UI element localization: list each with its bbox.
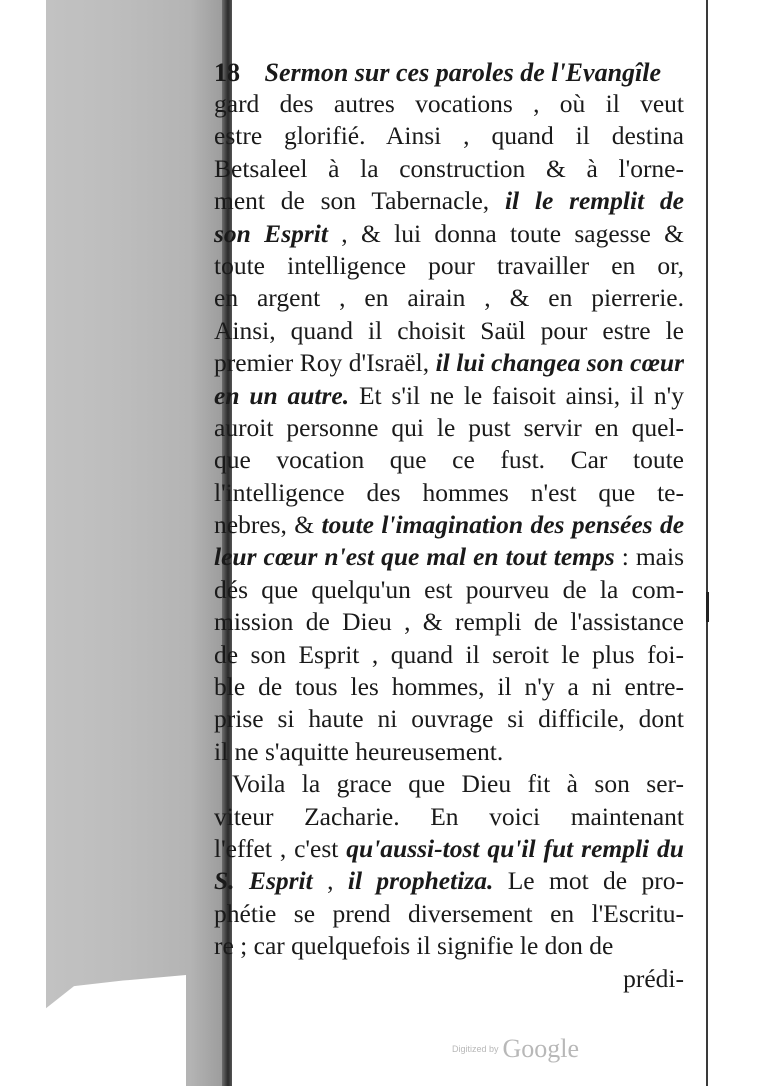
text-segment: nebres, & <box>214 510 322 540</box>
text-line <box>214 703 684 735</box>
text-line <box>214 509 684 541</box>
italic-quote: en un autre. <box>214 380 350 410</box>
text-segment: il ne s'aquitte heureusement. <box>214 736 504 766</box>
italic-quote: il le remplit de <box>504 186 684 216</box>
text-segment: Et s'il ne le faisoit ainsi, il n'y <box>349 380 684 410</box>
text-segment: Le mot de pro- <box>493 866 684 896</box>
text-line <box>214 639 684 671</box>
text-segment: dés que quelqu'un est pourveu de la com- <box>214 574 684 604</box>
text-line <box>214 768 684 800</box>
digitization-watermark <box>452 1034 579 1064</box>
page-right-edge <box>706 0 708 1086</box>
text-segment: Ainsi, quand il choisit Saül pour estre le <box>214 315 684 345</box>
italic-quote: il lui changea son cœur <box>435 348 684 378</box>
text-line <box>214 671 684 703</box>
text-segment: , & lui donna toute sagesse & <box>327 218 684 248</box>
text-line <box>214 574 684 606</box>
google-logo: Google <box>502 1034 580 1063</box>
text-line <box>214 833 684 865</box>
text-segment: ble de tous les hommes, il n'y a ni entre- <box>214 672 684 702</box>
text-segment: gard des autres vocations , où il veut <box>214 89 684 118</box>
page-margin-left <box>0 0 46 1086</box>
italic-quote: toute l'imagination des pensées de <box>321 510 684 540</box>
text-segment: prédi- <box>623 963 684 993</box>
text-segment: auroit personne qui le pust servir en quel- <box>214 412 684 442</box>
text-segment: Betsaleel à la construction & à l'orne- <box>214 153 684 183</box>
text-line <box>214 801 684 833</box>
text-segment: viteur Zacharie. En voici maintenant <box>214 801 684 831</box>
text-segment: re ; car quelquefois il signifie le don de <box>214 931 614 961</box>
text-segment: prise si haute ni ouvrage si difficile, dont <box>214 704 684 734</box>
text-line <box>214 250 684 282</box>
text-segment: l'intelligence des hommes n'est que te- <box>214 477 684 507</box>
text-segment: ment de son Tabernacle, <box>214 186 505 216</box>
text-line <box>214 898 684 930</box>
text-line <box>214 865 684 897</box>
text-segment: l'effet , c'est <box>214 833 347 863</box>
text-line <box>214 541 684 573</box>
text-segment: , <box>312 866 348 896</box>
text-segment: de son Esprit , quand il seroit le plus foi- <box>214 639 684 669</box>
page-number: 18 <box>214 58 240 87</box>
text-segment: Voila la grace que Dieu fit à son ser- <box>232 769 684 799</box>
text-line <box>214 606 684 638</box>
body-text <box>214 88 684 995</box>
text-segment: : mais <box>614 542 684 572</box>
italic-quote: S. Esprit <box>214 866 313 896</box>
italic-quote: qu'aussi-tost qu'il fut rempli du <box>346 833 684 863</box>
text-line <box>214 88 684 120</box>
text-line <box>214 120 684 152</box>
text-segment: que vocation que ce fust. Car toute <box>214 445 684 475</box>
text-line <box>214 930 684 962</box>
margin-mark <box>706 592 709 622</box>
text-segment: toute intelligence pour travailler en or, <box>214 250 684 280</box>
text-line <box>214 380 684 412</box>
scan-gutter-shadow <box>46 0 226 1086</box>
digitized-by-label: Digitized by <box>452 1044 499 1054</box>
text-segment: phétie se prend diversement en l'Escritu- <box>214 898 684 928</box>
text-segment: premier Roy d'Israël, <box>214 348 436 378</box>
text-segment: en argent , en airain , & en pierrerie. <box>214 283 684 313</box>
italic-quote: leur cœur n'est que mal en tout temps <box>214 542 615 572</box>
running-title: Sermon sur ces paroles de l'Evangîle <box>264 58 662 87</box>
running-header <box>214 58 661 88</box>
text-line <box>214 963 684 995</box>
text-segment: mission de Dieu , & rempli de l'assistance <box>214 607 684 637</box>
text-line <box>214 736 684 768</box>
italic-quote: son Esprit <box>214 218 328 248</box>
scan-gutter-blot <box>46 975 186 1086</box>
text-line <box>214 315 684 347</box>
text-line <box>214 153 684 185</box>
text-segment: estre glorifié. Ainsi , quand il destina <box>214 121 684 151</box>
text-line <box>214 282 684 314</box>
text-line <box>214 412 684 444</box>
italic-quote: il prophetiza. <box>347 866 494 896</box>
text-line <box>214 218 684 250</box>
text-line <box>214 185 684 217</box>
text-line <box>214 444 684 476</box>
text-line <box>214 477 684 509</box>
text-line <box>214 347 684 379</box>
